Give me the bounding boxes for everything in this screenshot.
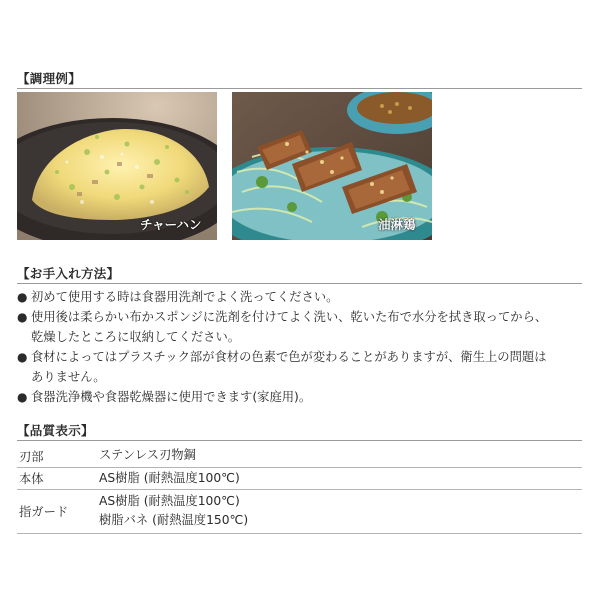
quality-rule [17,440,582,441]
care-text-line: 食器洗浄機や食器乾燥器に使用できます(家庭用)。 [31,390,312,404]
recipes-rule [17,88,582,89]
table-row [17,467,582,489]
care-text-line: 食材によってはプラスチック部が食材の色素で色が変わることがありますが、衛生上の問題は [31,350,547,364]
recipes-heading: 【調理例】 [17,71,82,86]
care-text-line: 使用後は柔らかい布かスポンジに洗剤を付けてよく洗い、乾いた布で水分を拭き取ってから、 [31,310,548,324]
fried-rice-caption: チャーハン [140,217,202,232]
care-item [17,287,587,307]
spec-value-line: AS樹脂 (耐熱温度100℃) [99,494,240,508]
spec-value-line: AS樹脂 (耐熱温度100℃) [99,470,240,485]
table-row [17,445,582,467]
spec-value-line: 樹脂バネ (耐熱温度150℃) [99,513,249,527]
spec-label: 本体 [19,472,44,486]
care-item [17,307,587,347]
yurinchi-caption: 油淋鶏 [378,217,416,232]
care-item [17,387,587,407]
care-heading: 【お手入れ方法】 [17,266,120,281]
spec-value [99,445,582,467]
bullet-icon: ● [17,390,28,404]
care-text-line: 初めて使用する時は食器用洗剤でよく洗ってください。 [31,290,339,304]
care-text-line: 乾燥したところに収納してください。 [31,330,241,344]
care-text-line: ありません。 [31,370,106,384]
care-rule [17,283,582,284]
spec-label: 指ガード [19,505,69,519]
bullet-icon: ● [17,290,28,304]
spec-value [99,489,582,533]
table-row [17,489,582,533]
bullet-icon: ● [17,310,28,324]
care-list [17,287,587,407]
care-item [17,347,587,387]
spec-value-line: ステンレス刃物鋼 [99,448,196,463]
spec-value [99,467,582,489]
spec-label: 刃部 [19,449,44,464]
bullet-icon: ● [17,350,28,364]
quality-table [17,445,582,534]
quality-heading: 【品質表示】 [17,423,94,438]
